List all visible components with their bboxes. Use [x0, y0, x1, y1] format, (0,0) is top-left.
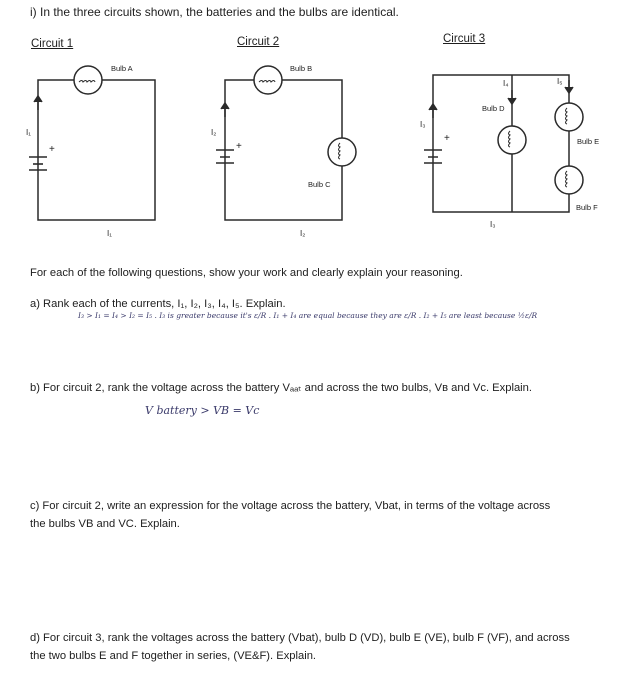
current-i2-bottom-label: I₂ [300, 229, 306, 238]
instructions-text: For each of the following questions, show your work and clearly explain your reasoning. [30, 267, 463, 279]
bulb-c-label: Bulb C [308, 180, 331, 189]
current-i1-bottom-label: I₁ [107, 229, 112, 238]
battery-3-plus: + [444, 133, 450, 144]
circuit-1-wires [38, 80, 155, 220]
battery-1-plus: + [49, 144, 55, 155]
circuit-3-label: Circuit 3 [443, 33, 486, 45]
bulb-c-icon [328, 138, 356, 166]
current-i4-label: I₄ [503, 79, 509, 88]
circuit-1-label: Circuit 1 [31, 38, 74, 50]
bulb-d-label: Bulb D [482, 104, 505, 113]
bulb-b-icon [254, 66, 282, 94]
current-i3-label: I₃ [420, 120, 426, 129]
question-d-line1: d) For circuit 3, rank the voltages across the battery (Vbat), bulb D (VD), bulb E (VE), bulb F (VF), and across [30, 632, 570, 644]
bulb-b-label: Bulb B [290, 64, 313, 73]
current-arrow-i4-icon [508, 90, 516, 104]
answer-b-handwritten: V battery > VB = Vc [145, 404, 260, 417]
current-arrow-i1-icon [34, 96, 42, 110]
battery-2-plus: + [236, 141, 242, 152]
bulb-d-icon [498, 126, 526, 154]
current-arrow-i2-icon [221, 103, 229, 117]
question-c-line2: the bulbs VB and VC. Explain. [30, 518, 180, 530]
bulb-a-icon [74, 66, 102, 94]
bulb-a-label: Bulb A [111, 64, 133, 73]
question-d-line2: the two bulbs E and F together in series, (VE&F). Explain. [30, 650, 317, 662]
current-i3-bottom-label: I₃ [490, 220, 496, 229]
current-arrow-i5-icon [565, 80, 573, 93]
circuit-2-label: Circuit 2 [237, 36, 280, 48]
current-i5-label: I₅ [557, 77, 563, 86]
problem-title: i) In the three circuits shown, the batteries and the bulbs are identical. [30, 5, 399, 19]
bulb-e-icon [555, 103, 583, 131]
question-c-line1: c) For circuit 2, write an expression for the voltage across the battery, Vbat, in terms of the voltage across [30, 500, 551, 512]
bulb-f-icon [555, 166, 583, 194]
question-a: a) Rank each of the currents, I₁, I₂, I₃, I₄, I₅. Explain. [30, 298, 286, 310]
bulb-f-label: Bulb F [576, 203, 598, 212]
circuit-2-wires [225, 80, 342, 220]
answer-a-handwritten: I₃ > I₁ = I₄ > I₂ = I₅ . I₃ is greater because it's ε/R . I₁ + I₄ are equal because they are ε/R . I₂ + I₅ are least because ½ε/R [78, 311, 538, 320]
question-b: b) For circuit 2, rank the voltage across the battery Vₐₐₜ and across the two bulbs, Vʙ and Vᴄ. Explain. [30, 382, 532, 394]
current-arrow-i3-icon [429, 104, 437, 118]
current-i1-label: I₁ [26, 128, 31, 137]
bulb-e-label: Bulb E [577, 137, 600, 146]
current-i2-label: I₂ [211, 128, 217, 137]
